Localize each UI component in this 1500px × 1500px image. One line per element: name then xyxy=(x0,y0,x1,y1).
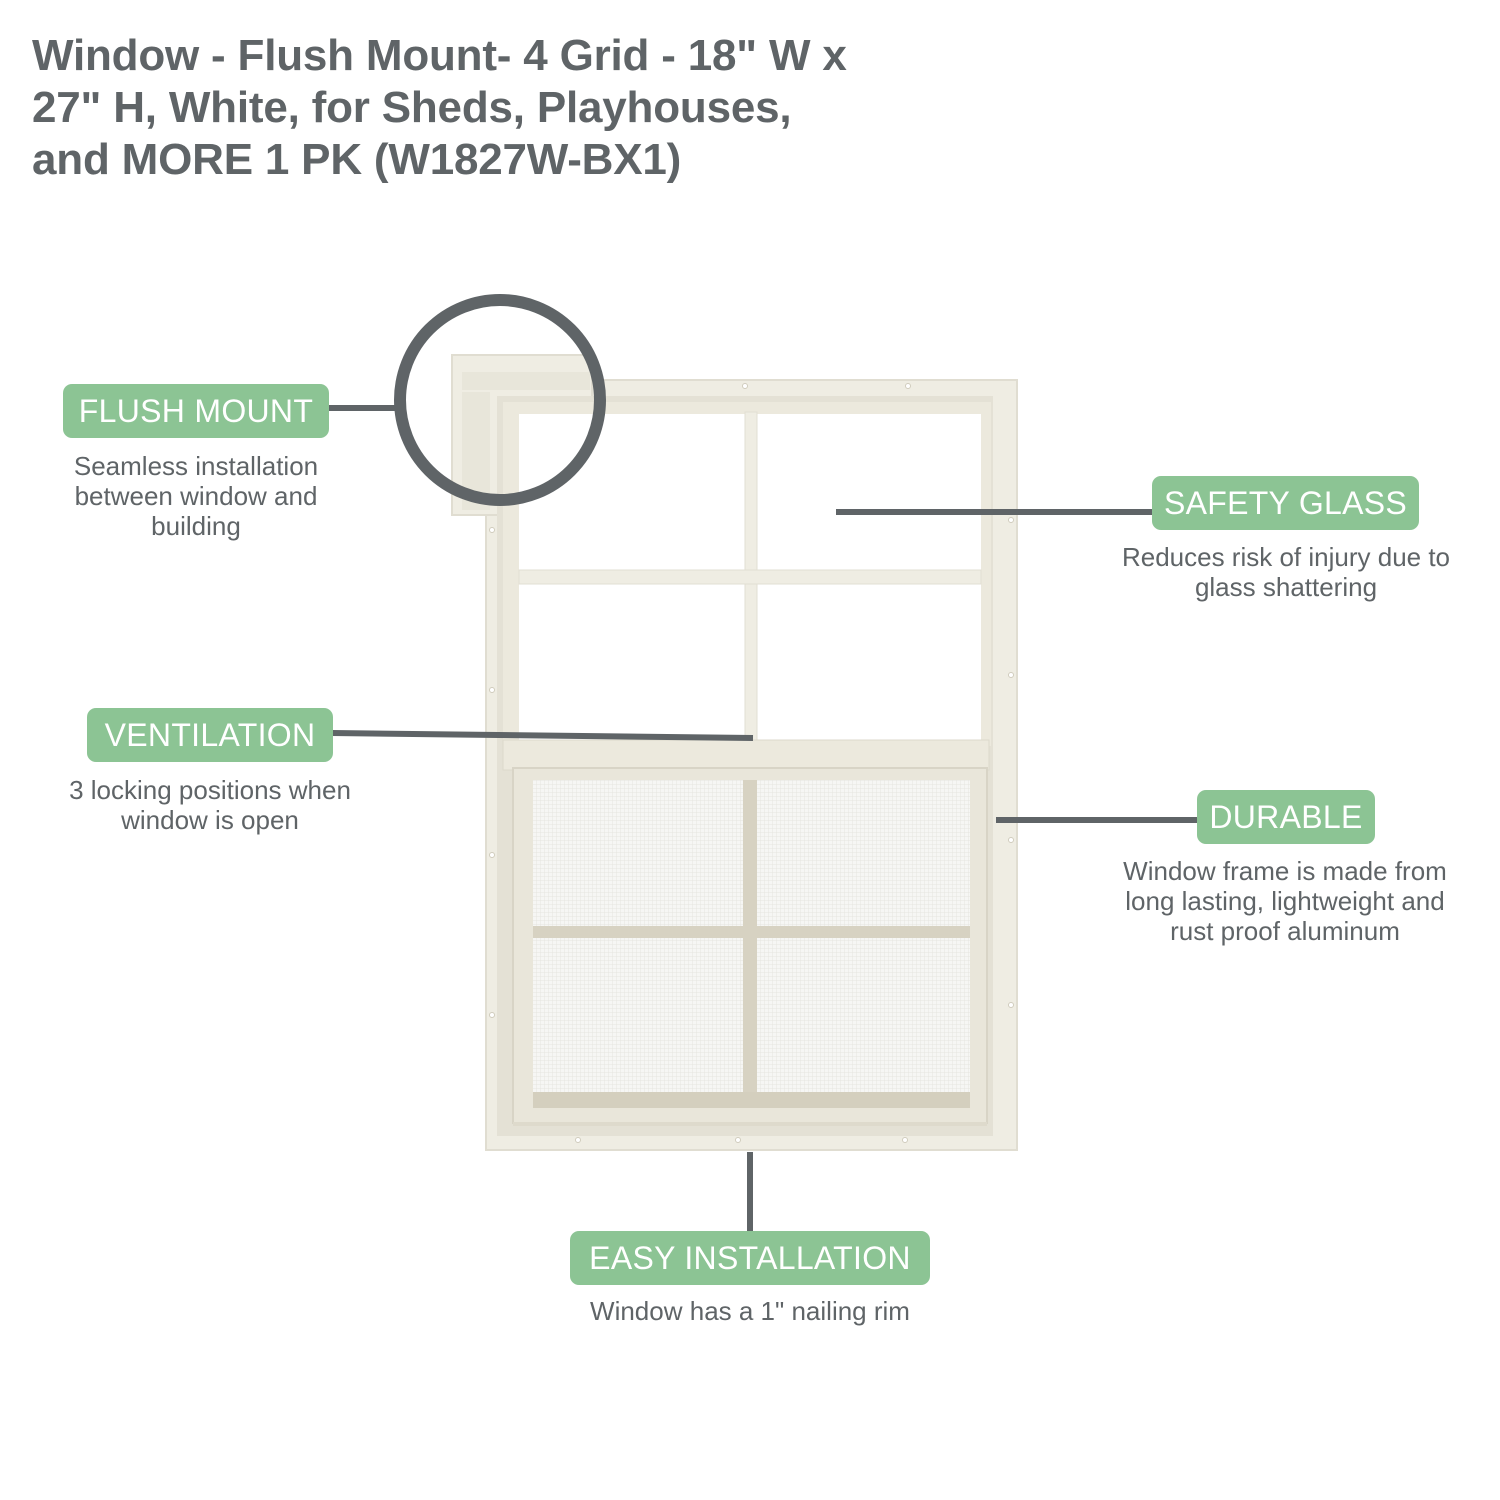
description-line: Seamless installation xyxy=(73,451,319,481)
flush-mount-label: FLUSH MOUNT xyxy=(63,384,329,438)
description-line: 3 locking positions when xyxy=(69,775,351,805)
safety-glass-label: SAFETY GLASS xyxy=(1152,476,1419,530)
durable-label: DURABLE xyxy=(1197,790,1375,844)
title-line: 27" H, White, for Sheds, Playhouses, xyxy=(32,83,792,132)
ventilation-label: VENTILATION xyxy=(87,708,333,762)
upper-grid-horizontal xyxy=(519,570,981,584)
easy-installation-label: EASY INSTALLATION xyxy=(570,1231,930,1285)
title-line: Window - Flush Mount- 4 Grid - 18" W x xyxy=(32,31,847,80)
durable-description xyxy=(1088,856,1482,946)
lower-grid-horizontal xyxy=(533,926,970,938)
description-line: Window frame is made from xyxy=(1123,856,1447,886)
description-line: building xyxy=(151,511,241,541)
description-line: between window and xyxy=(74,481,318,511)
description-line: glass shattering xyxy=(1194,572,1378,602)
safety-glass-description xyxy=(1090,542,1482,602)
title-line: and MORE 1 PK (W1827W-BX1) xyxy=(32,135,682,184)
description-line: Window has a 1" nailing rim xyxy=(590,1296,910,1326)
ventilation-description xyxy=(30,775,390,835)
description-line: long lasting, lightweight and xyxy=(1125,886,1445,916)
description-line: window is open xyxy=(121,805,299,835)
flush-mount-description xyxy=(36,451,356,541)
description-line: Reduces risk of injury due to xyxy=(1121,542,1451,572)
description-line: rust proof aluminum xyxy=(1170,916,1400,946)
easy-installation-description xyxy=(540,1296,960,1326)
